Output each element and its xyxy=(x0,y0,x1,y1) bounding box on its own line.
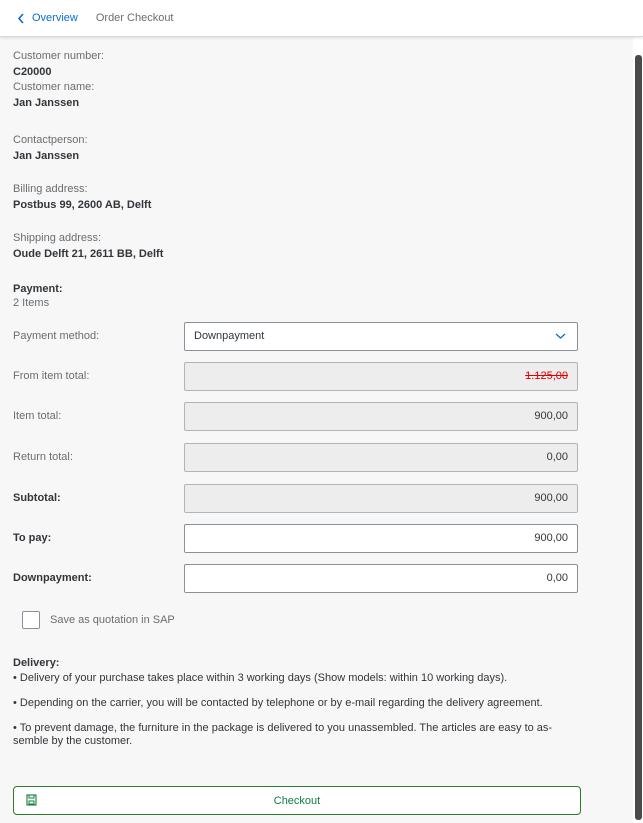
delivery-title: Delivery: xyxy=(13,657,60,669)
payment-method-label: Payment method: xyxy=(13,330,100,342)
item-total-row xyxy=(13,402,583,430)
downpayment-label: Downpayment: xyxy=(13,572,92,584)
subtotal-label: Subtotal: xyxy=(13,492,61,504)
billing-label: Billing address: xyxy=(13,183,88,195)
checkout-button[interactable] xyxy=(13,786,581,815)
to-pay-value: 900,00 xyxy=(534,532,568,544)
save-icon xyxy=(26,794,37,806)
item-total-field xyxy=(184,402,578,431)
shipping-value: Oude Delft 21, 2611 BB, Delft xyxy=(13,248,164,260)
return-total-field xyxy=(184,443,578,472)
back-link[interactable] xyxy=(17,12,78,24)
return-total-value: 0,00 xyxy=(546,451,568,463)
downpayment-row xyxy=(13,564,583,592)
chevron-down-icon xyxy=(555,332,566,340)
quotation-checkbox-row[interactable] xyxy=(22,611,175,629)
quotation-checkbox[interactable] xyxy=(22,611,40,629)
shipping-block xyxy=(13,232,163,261)
billing-block xyxy=(13,183,151,212)
page-header xyxy=(0,0,643,37)
to-pay-row xyxy=(13,524,583,552)
billing-value: Postbus 99, 2600 AB, Delft xyxy=(13,199,152,211)
scrollbar-thumb[interactable] xyxy=(635,55,642,820)
quotation-checkbox-label: Save as quotation in SAP xyxy=(50,614,175,626)
subtotal-value: 900,00 xyxy=(534,492,568,504)
contact-label: Contactperson: xyxy=(13,134,88,146)
return-total-label: Return total: xyxy=(13,451,73,463)
from-item-total-row xyxy=(13,362,583,390)
contact-value: Jan Janssen xyxy=(13,150,80,162)
payment-method-row xyxy=(13,322,583,350)
item-total-value: 900,00 xyxy=(534,410,568,422)
customer-number-block xyxy=(13,50,104,110)
payment-title: Payment: xyxy=(13,283,63,295)
delivery-section xyxy=(13,656,583,748)
payment-method-value: Downpayment xyxy=(194,330,265,342)
chevron-left-icon xyxy=(17,13,25,24)
delivery-bullet: • To prevent damage, the furniture in the package is delivered to you unassembled. The articles are easy to as- xyxy=(13,722,553,734)
payment-items: 2 Items xyxy=(13,297,50,309)
subtotal-row xyxy=(13,484,583,512)
delivery-bullet: • Delivery of your purchase takes place within 3 working days (Show models: within 10 working days). xyxy=(13,672,508,684)
customer-name-value: Jan Janssen xyxy=(13,97,80,109)
delivery-bullet: • Depending on the carrier, you will be contacted by telephone or by e-mail regarding the delivery agreement. xyxy=(13,697,543,709)
back-link-label: Overview xyxy=(32,12,78,24)
from-item-total-field xyxy=(184,362,578,391)
from-item-total-label: From item total: xyxy=(13,370,90,382)
delivery-bullet: semble by the customer. xyxy=(13,735,133,747)
customer-number-label: Customer number: xyxy=(13,50,105,62)
subtotal-field xyxy=(184,484,578,513)
to-pay-input[interactable] xyxy=(184,524,578,553)
from-item-total-value: 1.125,00 xyxy=(525,370,568,382)
shipping-label: Shipping address: xyxy=(13,232,102,244)
return-total-row xyxy=(13,443,583,471)
downpayment-input[interactable] xyxy=(184,564,578,593)
payment-heading xyxy=(13,282,63,310)
downpayment-value: 0,00 xyxy=(546,572,568,584)
item-total-label: Item total: xyxy=(13,410,62,422)
to-pay-label: To pay: xyxy=(13,532,52,544)
checkout-button-label: Checkout xyxy=(273,794,321,807)
payment-method-select[interactable] xyxy=(184,322,578,351)
customer-number-value: C20000 xyxy=(13,66,52,78)
breadcrumb-current: Order Checkout xyxy=(95,12,174,24)
contact-block xyxy=(13,134,88,163)
customer-name-label: Customer name: xyxy=(13,81,95,93)
